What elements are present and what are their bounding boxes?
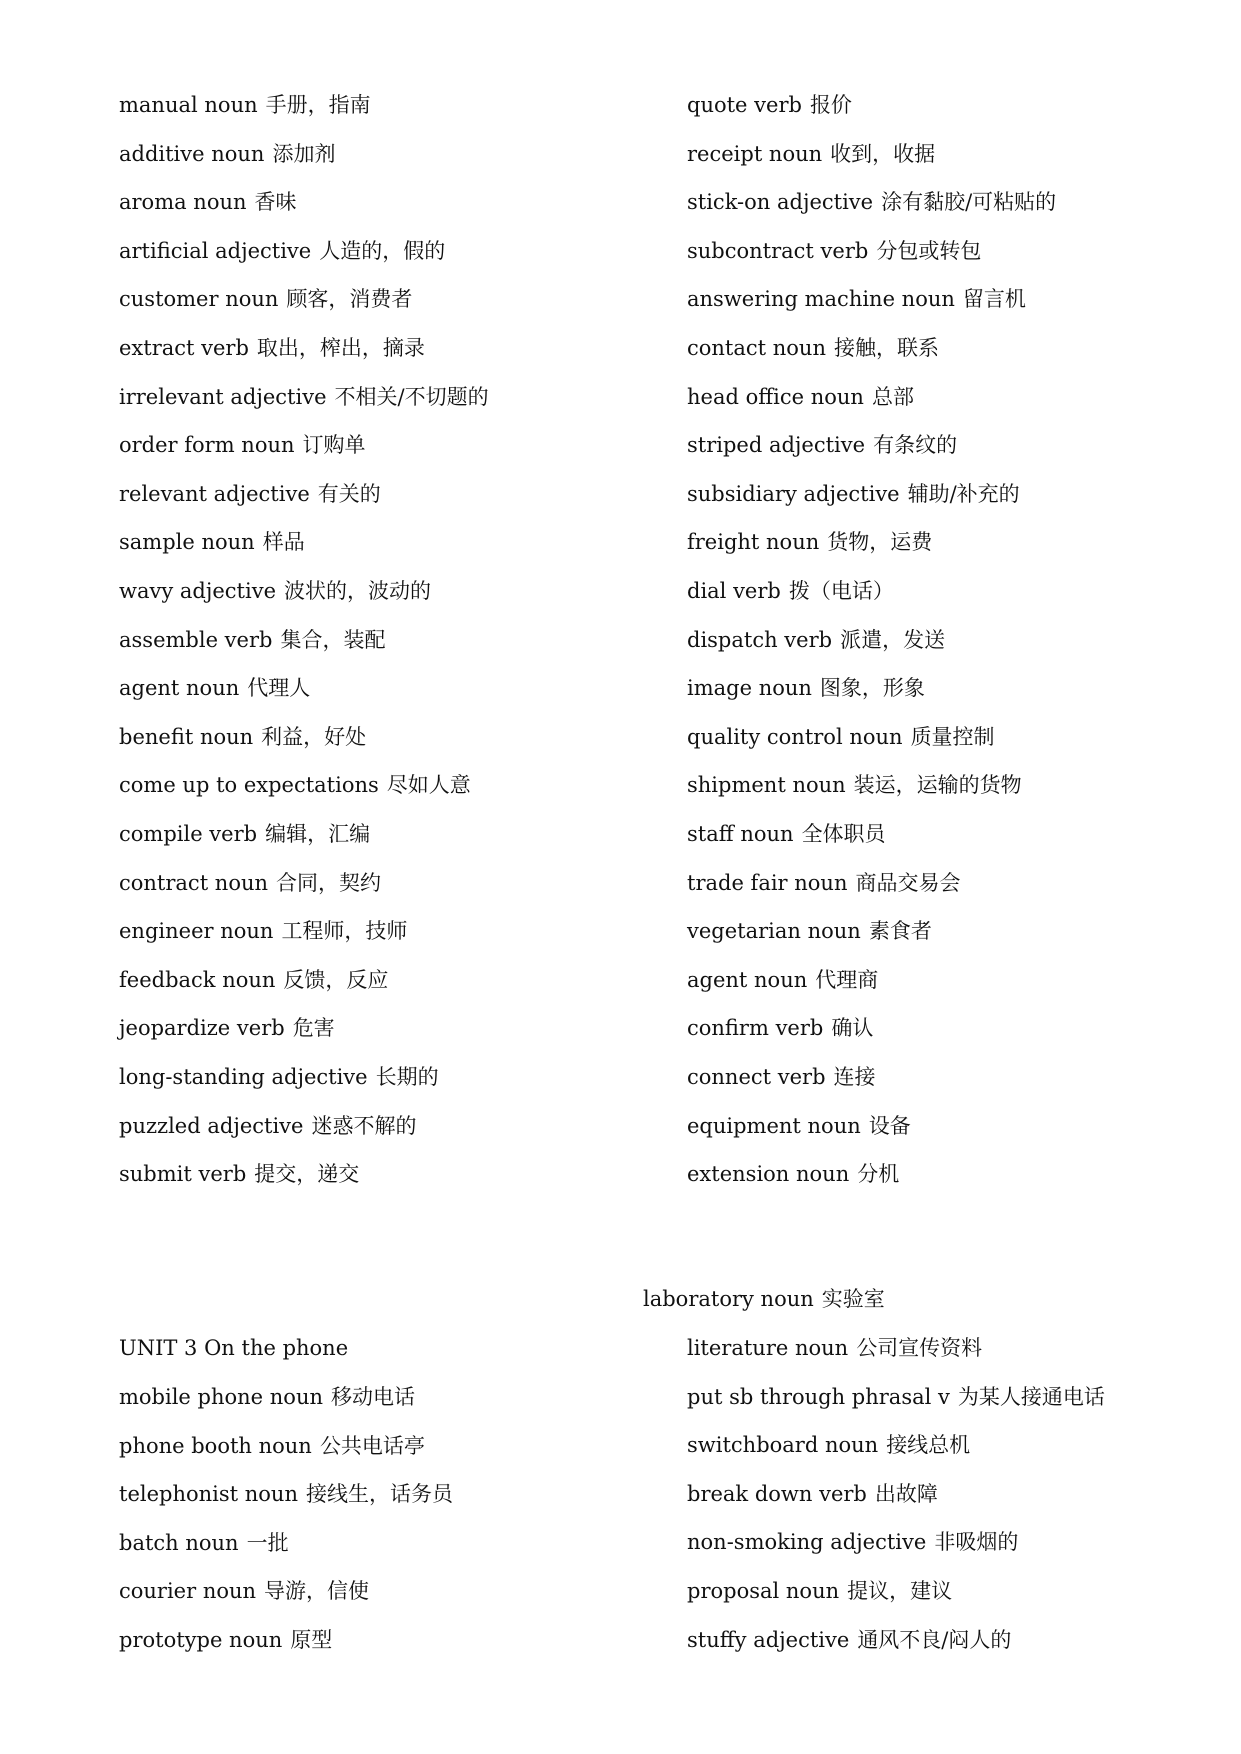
vocab-translation: 货物，运费 xyxy=(827,530,933,554)
vocab-term: aroma noun xyxy=(119,190,247,214)
vocab-translation: 接触，联系 xyxy=(833,336,939,360)
vocab-term: artificial adjective xyxy=(119,239,312,263)
vocab-entry xyxy=(119,1064,439,1090)
vocab-entry xyxy=(119,432,366,458)
vocab-translation: 反馈，反应 xyxy=(283,968,389,992)
vocab-entry xyxy=(119,772,471,798)
vocab-term: dispatch verb xyxy=(687,628,833,652)
vocab-translation: 派遣，发送 xyxy=(840,628,946,652)
vocab-term: proposal noun xyxy=(687,1579,840,1603)
vocab-translation: 工程师，技师 xyxy=(281,919,408,943)
vocab-translation: 收到，收据 xyxy=(830,142,936,166)
vocab-entry xyxy=(119,238,445,264)
vocab-term: switchboard noun xyxy=(687,1433,879,1457)
vocab-term: telephonist noun xyxy=(119,1482,298,1506)
vocab-term: subcontract verb xyxy=(687,239,869,263)
vocab-entry xyxy=(119,967,388,993)
vocab-translation: 危害 xyxy=(292,1016,335,1040)
vocab-entry xyxy=(687,772,1022,798)
vocab-entry xyxy=(687,1015,873,1041)
vocab-entry xyxy=(119,1384,415,1410)
vocab-entry xyxy=(119,918,407,944)
vocab-translation: 集合，装配 xyxy=(280,628,386,652)
vocab-entry xyxy=(119,335,425,361)
vocab-entry xyxy=(687,481,1020,507)
vocab-term: quality control noun xyxy=(687,725,903,749)
vocab-term: manual noun xyxy=(119,93,258,117)
vocab-term: submit verb xyxy=(119,1162,247,1186)
vocab-term: benefit noun xyxy=(119,725,254,749)
vocab-entry xyxy=(119,1433,425,1459)
vocab-term: staff noun xyxy=(687,822,794,846)
vocab-translation: 利益，好处 xyxy=(261,725,367,749)
vocab-entry xyxy=(687,870,960,896)
vocab-term: extract verb xyxy=(119,336,249,360)
vocab-term: phone booth noun xyxy=(119,1434,312,1458)
vocab-translation: 添加剂 xyxy=(272,142,336,166)
vocab-term: agent noun xyxy=(119,676,240,700)
vocab-translation: 通风不良/闷人的 xyxy=(857,1628,1012,1652)
vocab-entry xyxy=(119,1578,369,1604)
vocab-translation: 图象，形象 xyxy=(819,676,925,700)
vocab-translation: 样品 xyxy=(262,530,305,554)
vocab-term: laboratory noun xyxy=(643,1287,814,1311)
vocab-entry xyxy=(119,1481,453,1507)
vocab-term: courier noun xyxy=(119,1579,257,1603)
vocab-entry xyxy=(643,1286,885,1312)
vocab-translation: 长期的 xyxy=(375,1065,439,1089)
vocab-term: jeopardize verb xyxy=(119,1016,285,1040)
vocab-entry xyxy=(687,384,914,410)
vocab-term: mobile phone noun xyxy=(119,1385,323,1409)
vocab-translation: 波状的，波动的 xyxy=(284,579,432,603)
vocab-translation: 确认 xyxy=(831,1016,874,1040)
vocab-entry xyxy=(687,821,886,847)
vocab-entry xyxy=(687,238,981,264)
vocab-term: relevant adjective xyxy=(119,482,310,506)
vocab-entry xyxy=(119,724,366,750)
vocab-entry xyxy=(687,286,1026,312)
vocab-translation: 报价 xyxy=(809,93,852,117)
vocab-term: striped adjective xyxy=(687,433,866,457)
vocab-term: compile verb xyxy=(119,822,258,846)
vocab-term: sample noun xyxy=(119,530,255,554)
vocab-entry xyxy=(687,1481,938,1507)
vocab-entry xyxy=(119,286,412,312)
vocab-term: head office noun xyxy=(687,385,864,409)
vocab-term: receipt noun xyxy=(687,142,823,166)
vocab-entry xyxy=(119,1161,359,1187)
vocab-translation: 人造的，假的 xyxy=(319,239,446,263)
vocab-entry xyxy=(119,1113,416,1139)
vocab-translation: 质量控制 xyxy=(910,725,995,749)
vocab-entry xyxy=(687,918,932,944)
vocab-term: quote verb xyxy=(687,93,802,117)
vocab-entry xyxy=(119,529,305,555)
vocab-term: feedback noun xyxy=(119,968,276,992)
vocab-entry xyxy=(687,189,1056,215)
vocab-term: extension noun xyxy=(687,1162,850,1186)
vocab-entry xyxy=(687,724,995,750)
vocab-entry xyxy=(687,627,945,653)
vocab-term: additive noun xyxy=(119,142,265,166)
vocab-entry xyxy=(119,384,489,410)
vocab-entry xyxy=(687,141,935,167)
vocab-term: agent noun xyxy=(687,968,808,992)
vocab-term: vegetarian noun xyxy=(687,919,861,943)
vocab-translation: 订购单 xyxy=(302,433,366,457)
vocab-term: prototype noun xyxy=(119,1628,283,1652)
vocab-entry xyxy=(119,189,297,215)
vocab-entry xyxy=(119,870,381,896)
vocab-term: contact noun xyxy=(687,336,826,360)
vocab-term: assemble verb xyxy=(119,628,273,652)
unit-heading: UNIT 3 On the phone xyxy=(119,1336,349,1360)
vocab-term: stick-on adjective xyxy=(687,190,874,214)
vocab-entry xyxy=(687,335,939,361)
vocab-term: puzzled adjective xyxy=(119,1114,304,1138)
vocab-translation: 非吸烟的 xyxy=(934,1530,1019,1554)
vocab-translation: 不相关/不切题的 xyxy=(334,385,489,409)
vocab-term: customer noun xyxy=(119,287,279,311)
vocab-term: equipment noun xyxy=(687,1114,861,1138)
vocab-entry xyxy=(687,1335,982,1361)
vocab-term: trade fair noun xyxy=(687,871,848,895)
vocab-entry xyxy=(687,1432,970,1458)
vocab-term: freight noun xyxy=(687,530,820,554)
vocab-translation: 涂有黏胶/可粘贴的 xyxy=(881,190,1057,214)
vocab-entry xyxy=(687,967,878,993)
vocab-entry xyxy=(687,92,852,118)
vocab-entry xyxy=(687,675,925,701)
vocab-translation: 原型 xyxy=(290,1628,333,1652)
vocab-entry xyxy=(687,1384,1105,1410)
vocab-term: confirm verb xyxy=(687,1016,824,1040)
vocab-term: order form noun xyxy=(119,433,295,457)
vocab-translation: 提交，递交 xyxy=(254,1162,360,1186)
vocab-translation: 留言机 xyxy=(962,287,1026,311)
vocab-entry xyxy=(119,481,381,507)
vocab-translation: 尽如人意 xyxy=(386,773,471,797)
vocab-translation: 分包或转包 xyxy=(876,239,982,263)
vocab-translation: 连接 xyxy=(833,1065,876,1089)
vocab-term: put sb through phrasal v xyxy=(687,1385,950,1409)
vocab-term: batch noun xyxy=(119,1531,239,1555)
vocab-entry xyxy=(687,1064,876,1090)
vocab-term: long-standing adjective xyxy=(119,1065,368,1089)
vocab-translation: 为某人接通电话 xyxy=(957,1385,1105,1409)
vocab-term: answering machine noun xyxy=(687,287,955,311)
vocab-translation: 迷惑不解的 xyxy=(311,1114,417,1138)
vocab-translation: 手册，指南 xyxy=(265,93,371,117)
vocab-translation: 一批 xyxy=(246,1531,289,1555)
vocab-translation: 全体职员 xyxy=(801,822,886,846)
vocab-entry xyxy=(687,578,894,604)
vocab-translation: 移动电话 xyxy=(331,1385,415,1409)
vocab-entry xyxy=(687,432,957,458)
vocab-term: literature noun xyxy=(687,1336,849,1360)
vocab-translation: 实验室 xyxy=(821,1287,885,1311)
vocab-entry xyxy=(119,1627,332,1653)
vocab-term: break down verb xyxy=(687,1482,867,1506)
vocab-translation: 有关的 xyxy=(317,482,381,506)
vocab-entry xyxy=(119,675,310,701)
vocab-translation: 公司宣传资料 xyxy=(856,1336,983,1360)
vocab-entry xyxy=(687,1578,952,1604)
vocab-entry xyxy=(687,1529,1018,1555)
vocab-term: dial verb xyxy=(687,579,781,603)
vocab-term: stuffy adjective xyxy=(687,1628,850,1652)
vocab-translation: 商品交易会 xyxy=(855,871,961,895)
vocab-translation: 提议，建议 xyxy=(847,1579,953,1603)
vocab-translation: 辅助/补充的 xyxy=(907,482,1020,506)
vocab-entry xyxy=(119,92,371,118)
vocab-term: contract noun xyxy=(119,871,269,895)
vocab-entry xyxy=(687,1627,1011,1653)
vocab-term: subsidiary adjective xyxy=(687,482,900,506)
vocab-entry xyxy=(119,141,335,167)
vocab-entry xyxy=(119,1530,289,1556)
vocab-translation: 公共电话亭 xyxy=(319,1434,425,1458)
vocab-entry xyxy=(687,1161,899,1187)
vocab-entry xyxy=(119,627,385,653)
vocab-term: irrelevant adjective xyxy=(119,385,327,409)
vocab-term: non-smoking adjective xyxy=(687,1530,927,1554)
vocab-term: shipment noun xyxy=(687,773,846,797)
vocab-translation: 装运，运输的货物 xyxy=(853,773,1022,797)
vocab-translation: 取出，榨出，摘录 xyxy=(256,336,425,360)
vocab-translation: 分机 xyxy=(857,1162,900,1186)
vocab-term: wavy adjective xyxy=(119,579,277,603)
vocab-entry xyxy=(119,821,370,847)
vocab-entry xyxy=(687,1113,911,1139)
vocab-translation: 接线生，话务员 xyxy=(305,1482,453,1506)
vocab-translation: 导游，信使 xyxy=(264,1579,370,1603)
vocab-translation: 设备 xyxy=(868,1114,911,1138)
vocab-entry xyxy=(687,529,932,555)
vocab-translation: 接线总机 xyxy=(886,1433,971,1457)
vocab-entry xyxy=(119,1015,335,1041)
vocab-translation: 合同，契约 xyxy=(276,871,382,895)
vocab-term: engineer noun xyxy=(119,919,274,943)
vocab-translation: 代理商 xyxy=(815,968,879,992)
vocab-translation: 出故障 xyxy=(874,1482,938,1506)
vocab-entry xyxy=(119,578,431,604)
vocab-translation: 有条纹的 xyxy=(873,433,958,457)
vocab-translation: 代理人 xyxy=(247,676,311,700)
vocab-translation: 顾客，消费者 xyxy=(286,287,413,311)
vocab-translation: 素食者 xyxy=(868,919,932,943)
vocab-translation: 拨（电话） xyxy=(788,579,894,603)
vocab-term: come up to expectations xyxy=(119,773,379,797)
vocab-translation: 香味 xyxy=(254,190,297,214)
vocab-term: image noun xyxy=(687,676,812,700)
vocab-translation: 总部 xyxy=(871,385,914,409)
vocab-translation: 编辑，汇编 xyxy=(265,822,371,846)
vocab-term: connect verb xyxy=(687,1065,826,1089)
